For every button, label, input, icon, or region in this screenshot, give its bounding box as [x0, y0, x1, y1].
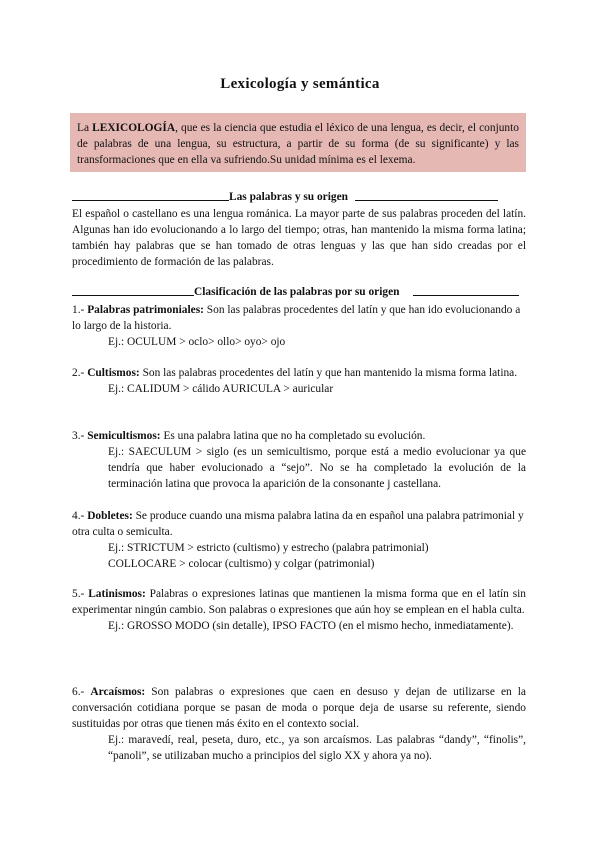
- list-item: [72, 586, 526, 634]
- list-item: [72, 302, 526, 350]
- item-definition: 4.- Dobletes: Se produce cuando una misma palabra latina da en español una palabra patrimonial y otra culta o semiculta.: [72, 510, 524, 538]
- heading-rule-right: [355, 200, 498, 201]
- intro-prefix: La: [77, 122, 93, 134]
- item-definition: 5.- Latinismos: Palabras o expresiones latinas que mantienen la misma forma que en el latín sin experimentar ningún cambio. Son palabras o expresiones que aún hoy se emplean en el habla culta.: [72, 588, 526, 616]
- item-definition: 3.- Semicultismos: Es una palabra latina que no ha completado su evolución.: [72, 430, 426, 442]
- section-heading-label: Clasificación de las palabras por su origen: [194, 286, 400, 298]
- intro-term: LEXICOLOGÍA: [92, 122, 176, 134]
- item-definition: 1.- Palabras patrimoniales: Son las palabras procedentes del latín y que han ido evolucionando a lo largo de la historia.: [72, 304, 521, 332]
- heading-rule-left: [72, 295, 194, 296]
- item-definition: 6.- Arcaísmos: Son palabras o expresiones que caen en desuso y dejan de utilizarse en la conversación cotidiana porque se pasan de moda o porque deja de usarse su referente, siendo sustituidas por otras que tienen más éxito en el contexto social.: [72, 686, 526, 730]
- section-heading-classification: [72, 286, 528, 300]
- item-example: Ej.: STRICTUM > estricto (cultismo) y estrecho (palabra patrimonial): [108, 542, 429, 554]
- section-body: El español o castellano es una lengua románica. La mayor parte de sus palabras proceden del latín. Algunas han ido evolucionando a lo largo del tiempo; otras, han mantenido la misma forma latina; también hay palabras que se han tomado de otras lenguas y las que han sido creadas por el procedimiento de formación de las palabras.: [72, 208, 526, 268]
- item-definition: 2.- Cultismos: Son las palabras procedentes del latín y que han mantenido la misma forma latina.: [72, 367, 518, 379]
- intro-text: , que es la ciencia que estudia el léxico de una lengua, es decir, el conjunto de palabras de una lengua, su estructura, a partir de su forma (de su significante) y las transformaciones que en ella va sufriendo.Su unidad mínima es el lexema.: [77, 122, 519, 166]
- item-example: Ej.: GROSSO MODO (sin detalle), IPSO FACTO (en el mismo hecho, inmediatamente).: [108, 620, 514, 632]
- item-example: Ej.: maravedí, real, peseta, duro, etc., ya son arcaísmos. Las palabras “dandy”, “finolis”, “panoli”, se utilizaban mucho a principios del siglo XX y ahora ya no).: [108, 734, 526, 762]
- item-example: COLLOCARE > colocar (cultismo) y colgar (patrimonial): [108, 558, 375, 570]
- heading-rule-left: [72, 200, 229, 201]
- list-item: [72, 365, 526, 397]
- item-example: Ej.: SAECULUM > siglo (es un semicultismo, porque está a medio evolucionar ya que tendría que haber evolucionado a “sejo”. No se ha completado la evolución de la terminación latina que provoca la aparición de la consonante j castellana.: [108, 446, 526, 490]
- intro-box: [70, 113, 526, 172]
- list-item: [72, 428, 526, 492]
- list-item: [72, 508, 526, 572]
- item-example: Ej.: CALIDUM > cálido AURICULA > auricular: [108, 383, 334, 395]
- section-heading-label: Las palabras y su origen: [229, 191, 348, 203]
- list-item: [72, 684, 526, 764]
- section-heading-origin: [72, 191, 528, 205]
- heading-rule-right: [413, 295, 519, 296]
- page-title: Lexicología y semántica: [220, 76, 380, 92]
- item-example: Ej.: OCULUM > oclo> ollo> oyo> ojo: [108, 336, 286, 348]
